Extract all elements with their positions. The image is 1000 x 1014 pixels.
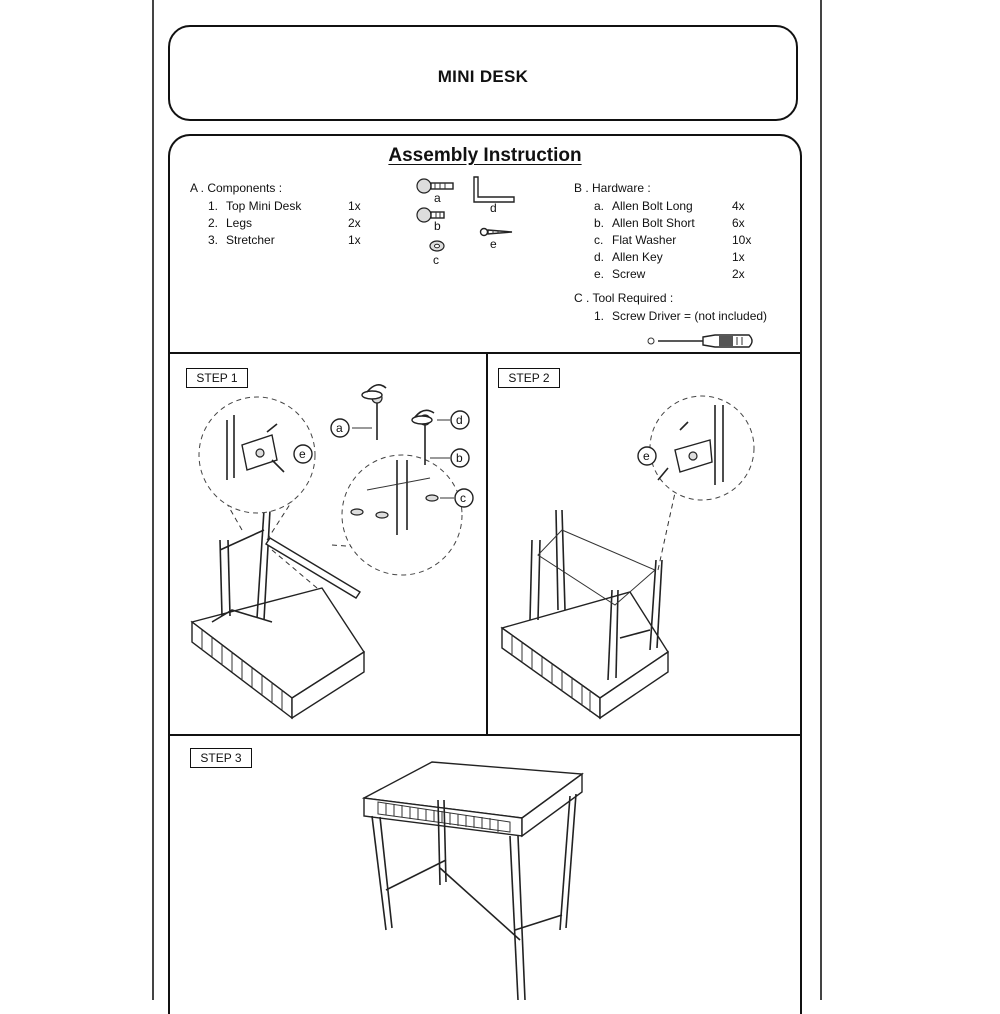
hardware-letter-d: d [490, 201, 497, 215]
step-1-illustration [172, 360, 484, 732]
hardware-label: B . Hardware : [574, 181, 651, 195]
page-left-edge [152, 0, 154, 1000]
list-item: 2. Legs 2x [208, 216, 361, 230]
components-label: A . Components : [190, 181, 283, 195]
instruction-heading: Assembly Instruction [388, 145, 582, 166]
screw-icon [481, 229, 513, 252]
list-item: b. Allen Bolt Short 6x [594, 216, 745, 230]
step-1-callout-d: d [456, 413, 463, 427]
title-box [168, 25, 798, 121]
step-section-divider-top [168, 352, 802, 354]
screwdriver-icon [645, 330, 760, 352]
step-1-callout-c: c [460, 491, 466, 505]
step-1-callout-a: a [336, 421, 343, 435]
tools-label: C . Tool Required : [574, 291, 674, 305]
tools-list [574, 290, 767, 325]
allen-bolt-short-icon [417, 208, 444, 233]
list-item: d. Allen Key 1x [594, 250, 745, 264]
hardware-letter-a: a [434, 191, 441, 205]
list-item: 1. Screw Driver = (not included) [594, 309, 768, 323]
list-item: c. Flat Washer 10x [594, 233, 752, 247]
step-column-divider [486, 352, 488, 734]
list-item: a. Allen Bolt Long 4x [594, 199, 745, 213]
page-right-edge [820, 0, 822, 1000]
hardware-list [574, 180, 751, 283]
step-section-divider-middle [168, 734, 802, 736]
step-1-label: STEP 1 [186, 368, 248, 388]
hardware-icons [400, 172, 540, 272]
step-3-label: STEP 3 [190, 748, 252, 768]
step-1-callout-b: b [456, 451, 463, 465]
document-title: MINI DESK [437, 67, 529, 86]
hardware-letter-b: b [434, 219, 441, 233]
step-2-illustration [490, 360, 800, 732]
allen-key-icon [474, 177, 514, 215]
hardware-letter-e: e [490, 237, 497, 251]
step-1-callout-e: e [299, 447, 306, 461]
step-3-illustration [350, 740, 650, 1000]
list-item: e. Screw 2x [594, 267, 745, 281]
step-2-label: STEP 2 [498, 368, 560, 388]
allen-bolt-long-icon [417, 179, 453, 205]
list-item: 3. Stretcher 1x [208, 233, 361, 247]
components-list [190, 180, 361, 249]
list-item: 1. Top Mini Desk 1x [208, 199, 361, 213]
step-2-callout-e: e [643, 449, 650, 463]
hardware-letter-c: c [433, 253, 439, 267]
flat-washer-icon [430, 241, 444, 267]
